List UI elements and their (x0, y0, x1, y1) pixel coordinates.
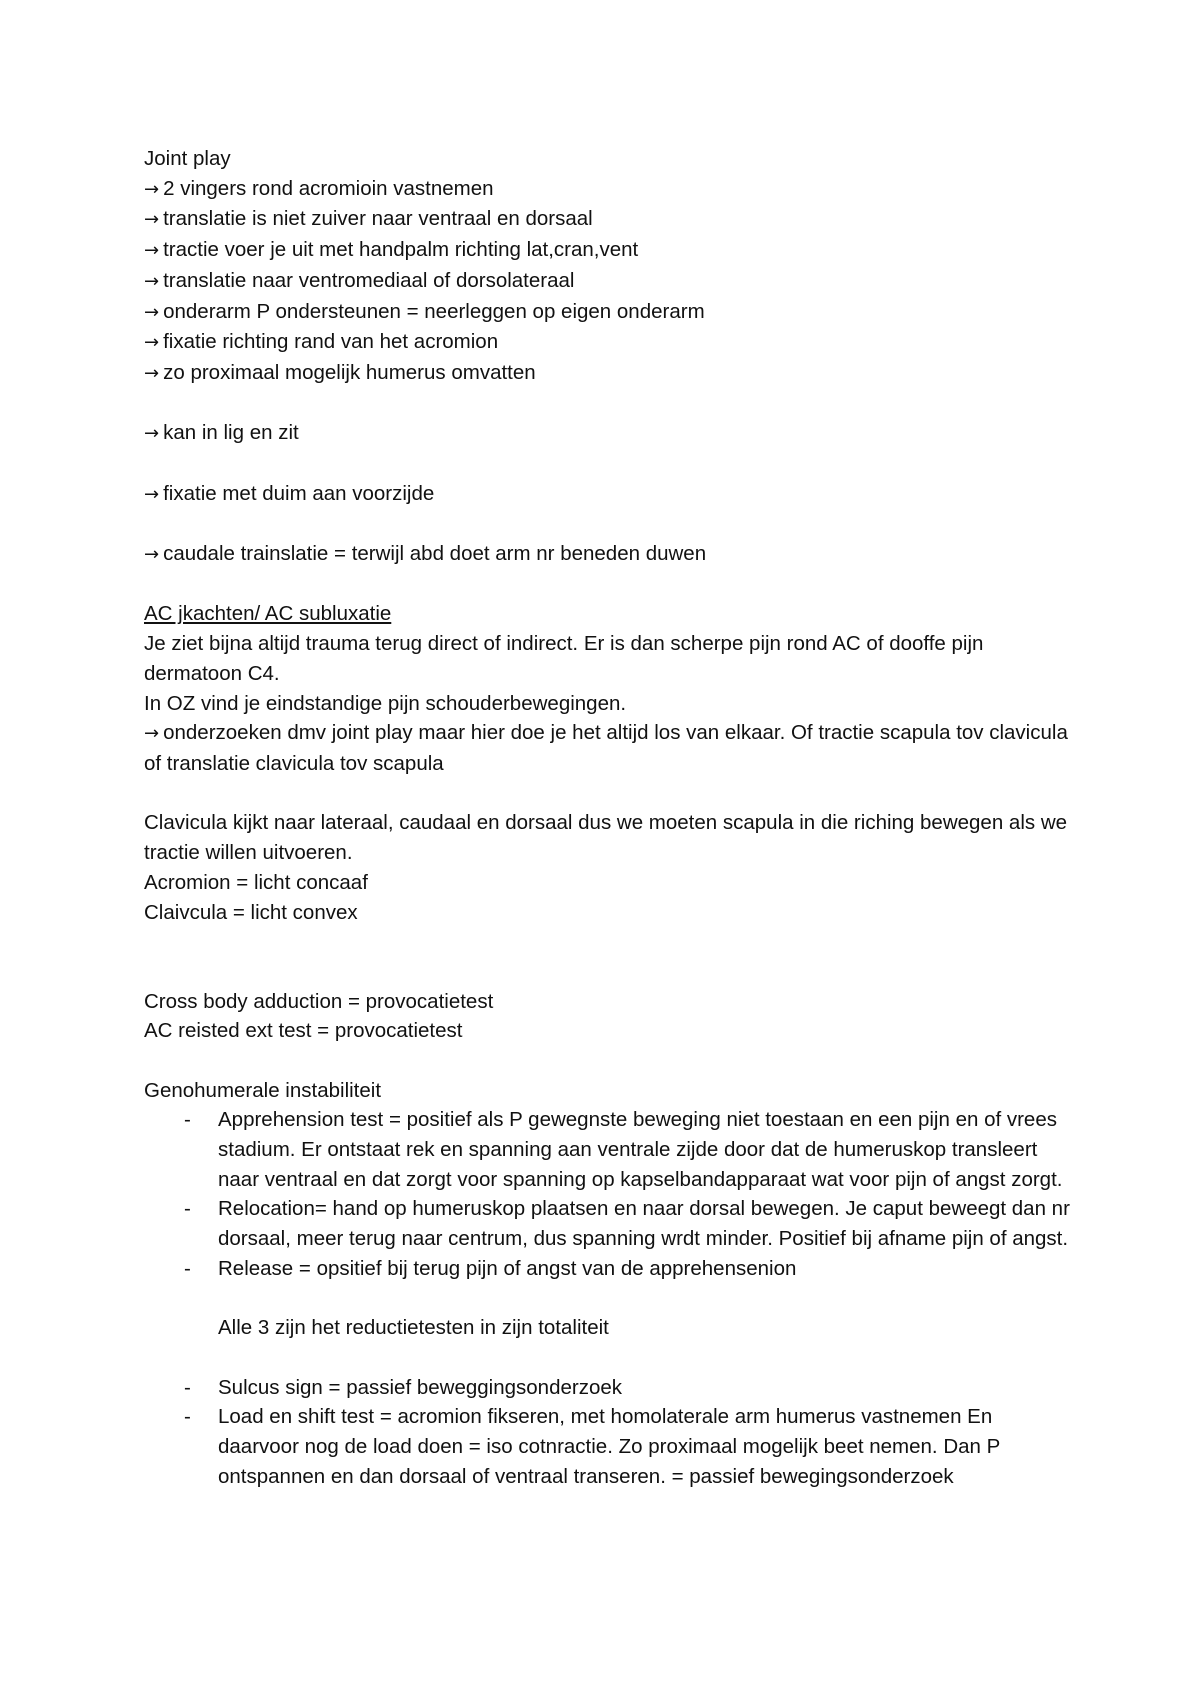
joint-play-item: → 2 vingers rond acromioin vastnemen (144, 176, 494, 200)
ac-heading: AC jkachten/ AC subluxatie (144, 602, 392, 626)
gh-note: Alle 3 zijn het reductietesten in zijn totaliteit (218, 1316, 609, 1340)
list-item: - Apprehension test = positief als P gewegnste beweging niet toestaan en een pijn en of vrees stadium. Er ontstaat rek en spanning aan ventrale zijde door dat de humeruskop transleert naar ventraal en dat zorgt voor spanning op kapselbandapparaat wat voor pijn of angst zorgt. (144, 1105, 1074, 1194)
list-item: - Load en shift test = acromion fikseren, met homolaterale arm humerus vastnemen En daarvoor nog de load doen = iso cotnractie. Zo proximaal mogelijk beet nemen. Dan P ontspannen en dan dorsaal of ventraal transeren. = passief bewegingsonderzoek (144, 1402, 1074, 1491)
arrow-icon: → (144, 483, 160, 505)
spacer (144, 449, 1074, 479)
joint-play-heading: Joint play (144, 147, 231, 170)
dash-bullet: - (184, 1108, 191, 1132)
joint-play-extra: → caudale trainslatie = terwijl abd doet arm nr beneden duwen (144, 542, 707, 566)
joint-play-item: → onderarm P ondersteunen = neerleggen op eigen onderarm (144, 299, 705, 323)
arrow-icon: → (144, 301, 160, 323)
list-item: - Release = opsitief bij terug pijn of angst van de apprehensenion (144, 1254, 1074, 1284)
gh-heading: Genohumerale instabiliteit (144, 1078, 382, 1102)
ac-paragraph: Je ziet bijna altijd trauma terug direct of indirect. Er is dan scherpe pijn rond AC of dooffe pijn dermatoon C4. (144, 632, 984, 685)
arrow-icon: → (144, 332, 160, 354)
spacer (144, 570, 1074, 600)
ac-paragraph: Claivcula = licht convex (144, 900, 358, 924)
spacer (144, 927, 1074, 957)
ac-paragraph: Acromion = licht concaaf (144, 870, 368, 894)
joint-play-item: → fixatie richting rand van het acromion (144, 330, 499, 354)
arrow-icon: → (144, 723, 160, 745)
document-page (144, 144, 1074, 1491)
joint-play-item: → translatie is niet zuiver naar ventraal en dorsaal (144, 207, 593, 231)
dash-bullet: - (184, 1405, 191, 1429)
dash-bullet: - (184, 1375, 191, 1399)
dash-bullet: - (184, 1197, 191, 1221)
arrow-icon: → (144, 209, 160, 231)
joint-play-item: → translatie naar ventromediaal of dorsolateraal (144, 268, 575, 292)
spacer (144, 509, 1074, 539)
ac-paragraph: Clavicula kijkt naar lateraal, caudaal en dorsaal dus we moeten scapula in die riching bewegen als we tractie willen uitvoeren. (144, 811, 1068, 865)
joint-play-item: → tractie voer je uit met handpalm richting lat,cran,vent (144, 238, 639, 262)
joint-play-item: → zo proximaal mogelijk humerus omvatten (144, 360, 536, 384)
arrow-icon: → (144, 423, 160, 445)
spacer (144, 1046, 1074, 1076)
dash-bullet: - (184, 1256, 191, 1280)
spacer (144, 1284, 1074, 1314)
arrow-icon: → (144, 544, 160, 566)
list-item: - Relocation= hand op humeruskop plaatsen en naar dorsal bewegen. Je caput beweegt dan nr dorsaal, meer terug naar centrum, dus spanning wrdt minder. Positief bij afname pijn of angst. (144, 1194, 1074, 1253)
test-line: AC reisted ext test = provocatietest (144, 1019, 463, 1043)
joint-play-extra: → fixatie met duim aan voorzijde (144, 481, 435, 505)
spacer (144, 389, 1074, 419)
arrow-icon: → (144, 270, 160, 292)
ac-paragraph: → onderzoeken dmv joint play maar hier doe je het altijd los van elkaar. Of tractie scapula tov clavicula of translatie clavicula tov scapula (144, 721, 1068, 775)
joint-play-extra: → kan in lig en zit (144, 421, 299, 445)
test-line: Cross body adduction = provocatietest (144, 989, 494, 1013)
list-item: - Sulcus sign = passief beweggingsonderzoek (144, 1373, 1074, 1403)
ac-paragraph: In OZ vind je eindstandige pijn schouderbewegingen. (144, 691, 627, 715)
arrow-icon: → (144, 362, 160, 384)
arrow-icon: → (144, 178, 160, 200)
arrow-icon: → (144, 240, 160, 262)
spacer (144, 779, 1074, 809)
spacer (144, 1343, 1074, 1373)
spacer (144, 957, 1074, 987)
